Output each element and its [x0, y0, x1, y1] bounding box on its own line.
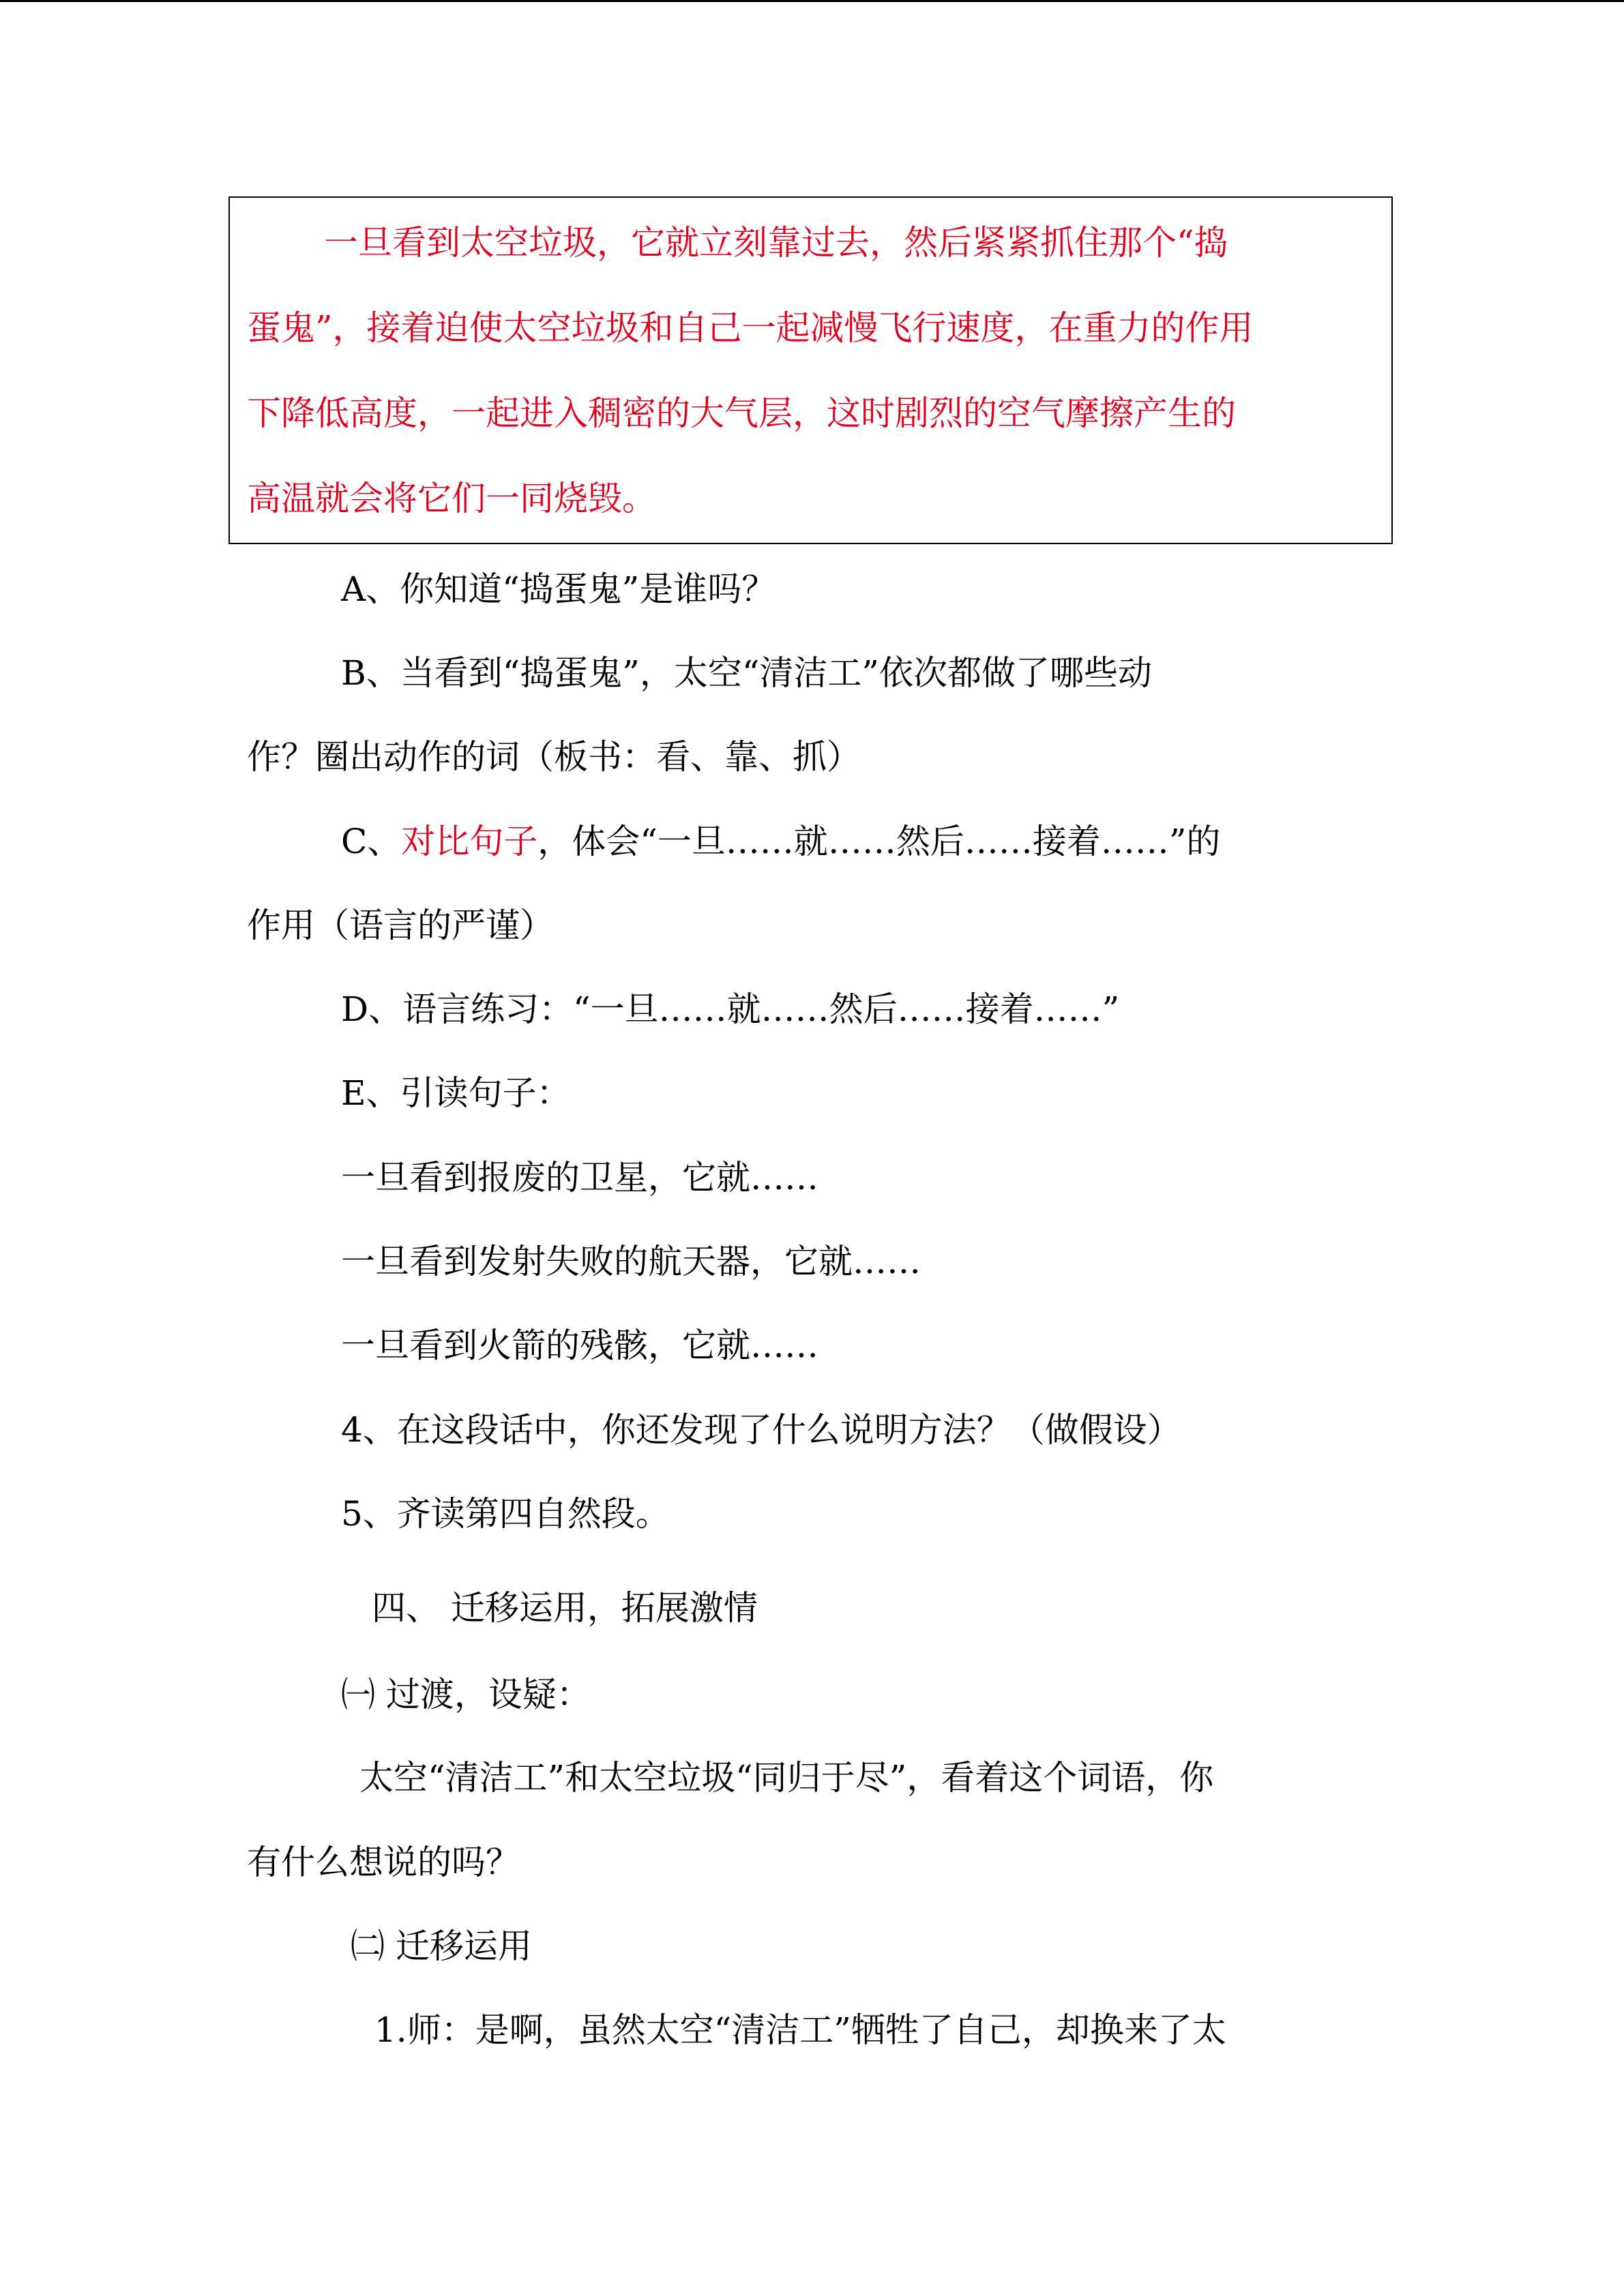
paragraph-1-line-2: 有什么想说的吗？	[247, 1843, 520, 1882]
subsection-1-heading: ㈠ 过渡，设疑：	[341, 1675, 591, 1714]
question-d: D、语言练习：“一旦……就……然后……接着……”	[341, 989, 1120, 1029]
quote-line-2: 蛋鬼”，接着迫使太空垃圾和自己一起减慢飞行速度，在重力的作用	[247, 308, 1254, 348]
question-c-rest: ，体会“一旦……就……然后……接着……”的	[537, 822, 1221, 861]
guided-reading-3: 一旦看到火箭的残骸，它就……	[341, 1326, 818, 1365]
question-c-line-1	[341, 821, 1220, 862]
quote-line-1: 一旦看到太空垃圾，它就立刻靠过去，然后紧紧抓住那个“捣	[324, 223, 1228, 263]
section-4-heading: 四、 迁移运用，拓展激情	[372, 1588, 758, 1628]
question-c-prefix: C、	[341, 822, 402, 861]
question-b-line-1: B、当看到“捣蛋鬼”，太空“清洁工”依次都做了哪些动	[341, 653, 1152, 693]
guided-reading-1: 一旦看到报废的卫星，它就……	[341, 1158, 818, 1197]
question-a: A、你知道“捣蛋鬼”是谁吗？	[341, 569, 776, 609]
quote-line-3: 下降低高度，一起进入稠密的大气层，这时剧烈的空气摩擦产生的	[247, 393, 1236, 433]
question-c-line-2: 作用（语言的严谨）	[247, 906, 554, 945]
item-4: 4、在这段话中，你还发现了什么说明方法？（做假设）	[341, 1410, 1181, 1450]
guided-reading-2: 一旦看到发射失败的航天器，它就……	[341, 1242, 921, 1281]
question-b-line-2: 作？圈出动作的词（板书：看、靠、抓）	[247, 737, 861, 777]
question-c-highlight: 对比句子	[401, 822, 538, 861]
question-e: E、引读句子：	[341, 1073, 571, 1113]
paragraph-1-line-1: 太空“清洁工”和太空垃圾“同归于尽”，看着这个词语，你	[359, 1758, 1214, 1798]
subsection-2-heading: ㈡ 迁移运用	[351, 1926, 532, 1966]
paragraph-2-line-1: 1.师：是啊，虽然太空“清洁工”牺牲了自己，却换来了太	[374, 2010, 1226, 2050]
item-5: 5、齐读第四自然段。	[341, 1494, 670, 1534]
quote-line-4: 高温就会将它们一同烧毁。	[247, 479, 656, 518]
